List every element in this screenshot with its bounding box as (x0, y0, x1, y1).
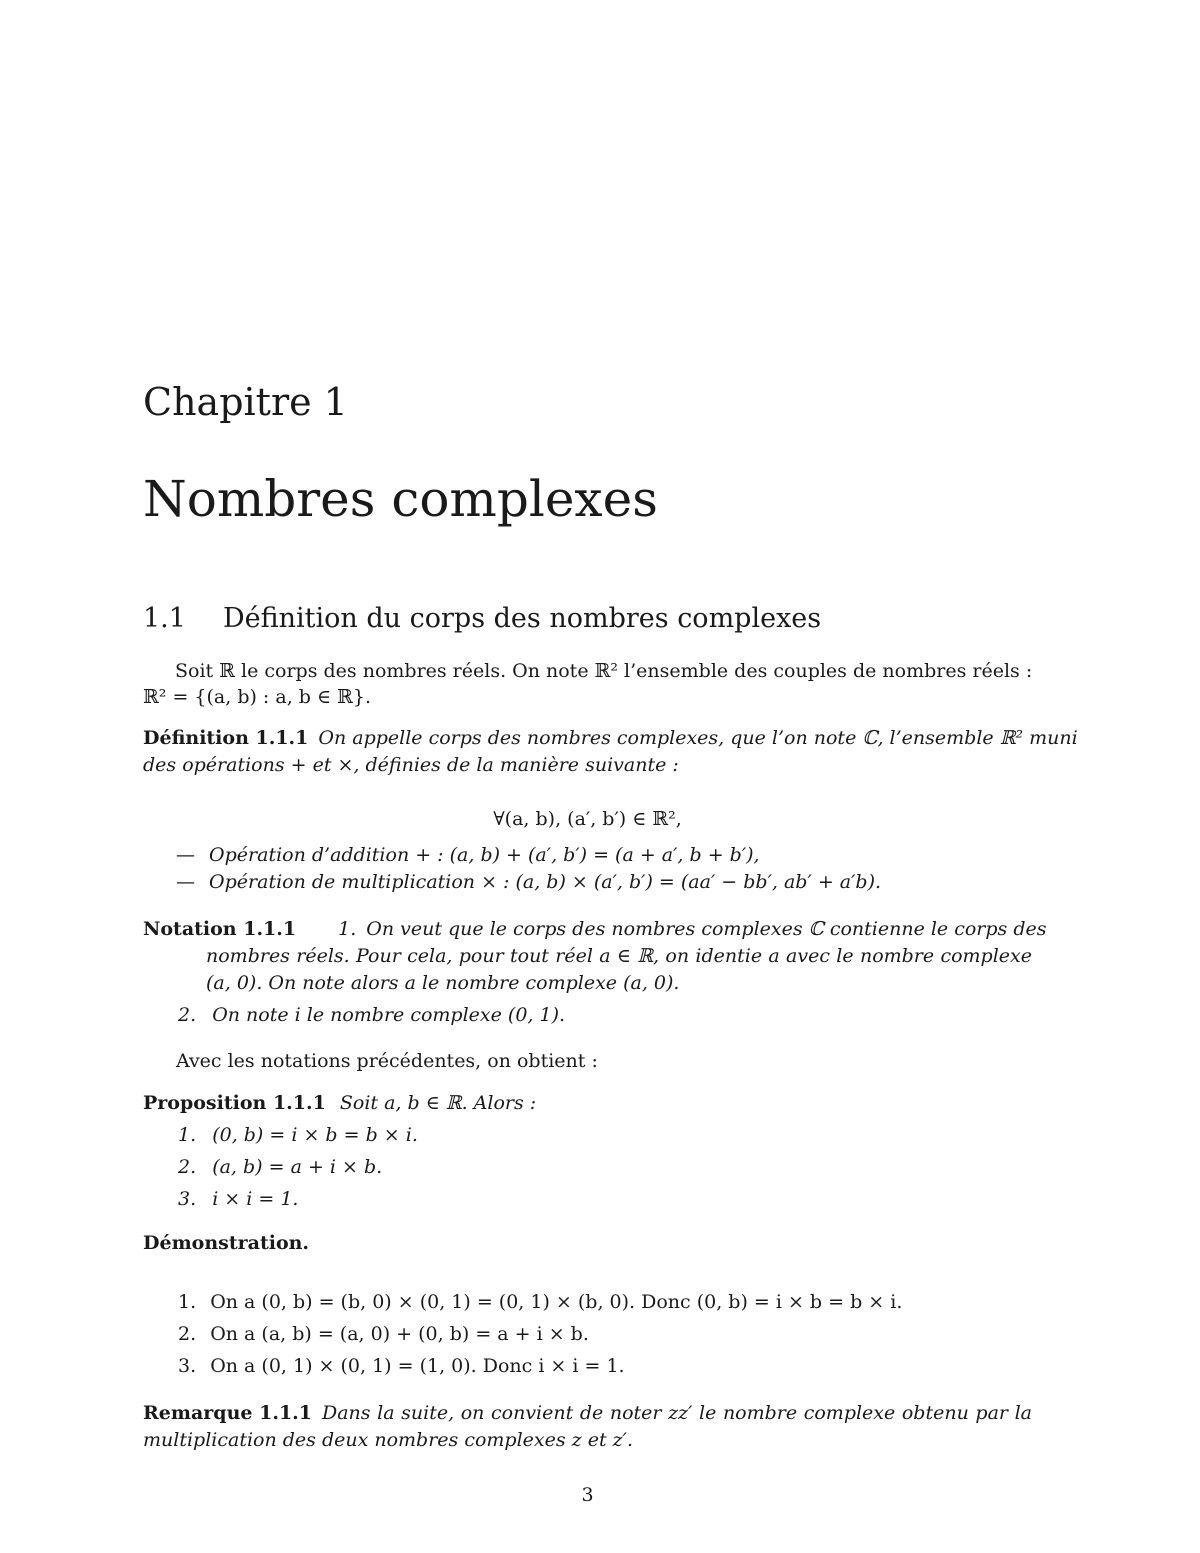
list-dash: — (176, 871, 195, 893)
notation-item-2 (178, 1002, 565, 1029)
notation-item1-text-1: On veut que le corps des nombres complexes ℂ contienne le corps des (366, 918, 1047, 940)
notation-item1-number: 1. (338, 918, 357, 940)
list-number: 2. (178, 1323, 197, 1345)
definition-item-multiplication (176, 869, 881, 896)
proposition-item-1 (178, 1122, 418, 1149)
notation-item1-text-3: (a, 0). On note alors a le nombre complexe (a, 0). (206, 972, 680, 994)
list-text: On a (0, b) = (b, 0) × (0, 1) = (0, 1) × (b, 0). Donc (0, b) = i × b = b × i. (210, 1291, 903, 1313)
proof-item-3 (178, 1353, 625, 1380)
remark-line-1 (143, 1400, 1032, 1427)
definition-item-addition (176, 842, 760, 869)
proof-item-1 (178, 1289, 902, 1316)
remark-text-1: Dans la suite, on convient de noter zz′ le nombre complexe obtenu par la (322, 1402, 1032, 1424)
proof-label: Démonstration. (143, 1232, 310, 1254)
notation-label: Notation 1.1.1 (143, 918, 297, 940)
chapter-label: Chapitre 1 (143, 380, 348, 424)
addition-text: Opération d’addition + : (a, b) + (a′, b′) = (a + a′, b + b′), (209, 844, 760, 866)
notation-item2-number: 2. (178, 1004, 197, 1026)
page-number: 3 (581, 1484, 594, 1506)
intro-line-2: ℝ² = {(a, b) : a, b ∈ ℝ}. (143, 686, 371, 708)
list-text: On a (a, b) = (a, 0) + (0, b) = a + i × b. (210, 1323, 589, 1345)
remark-label: Remarque 1.1.1 (143, 1402, 312, 1424)
definition-text-1: On appelle corps des nombres complexes, que l’on note ℂ, l’ensemble ℝ² muni (318, 727, 1078, 749)
proposition-item-2 (178, 1154, 382, 1181)
list-number: 2. (178, 1156, 197, 1178)
notation-item1-text-2: nombres réels. Pour cela, pour tout réel a ∈ ℝ, on identie a avec le nombre complexe (206, 945, 1032, 967)
definition-line-1 (143, 725, 1078, 752)
list-text: (0, b) = i × b = b × i. (212, 1124, 418, 1146)
section-number: 1.1 (143, 603, 186, 634)
list-number: 1. (178, 1124, 197, 1146)
intro-line-1: Soit ℝ le corps des nombres réels. On note ℝ² l’ensemble des couples de nombres réels : (175, 660, 1033, 682)
proof-item-2 (178, 1321, 589, 1348)
multiplication-text: Opération de multiplication × : (a, b) × (a′, b′) = (aa′ − bb′, ab′ + a′b). (209, 871, 882, 893)
proposition-label: Proposition 1.1.1 (143, 1092, 326, 1114)
transition-text: Avec les notations précédentes, on obtient : (176, 1050, 598, 1072)
section-title: Définition du corps des nombres complexes (223, 603, 822, 634)
chapter-title: Nombres complexes (143, 470, 658, 528)
list-number: 3. (178, 1188, 197, 1210)
list-number: 3. (178, 1355, 197, 1377)
list-text: On a (0, 1) × (0, 1) = (1, 0). Donc i × i = 1. (210, 1355, 625, 1377)
notation-item2-text: On note i le nombre complexe (0, 1). (212, 1004, 566, 1026)
proposition-header (143, 1090, 536, 1117)
list-text: (a, b) = a + i × b. (212, 1156, 383, 1178)
remark-text-2: multiplication des deux nombres complexes z et z′. (143, 1429, 633, 1451)
section-heading (143, 603, 821, 634)
proposition-statement: Soit a, b ∈ ℝ. Alors : (339, 1092, 537, 1114)
list-text: i × i = 1. (212, 1188, 299, 1210)
list-number: 1. (178, 1291, 197, 1313)
notation-line-1 (143, 916, 1047, 943)
definition-text-2: des opérations + et ×, définies de la manière suivante : (143, 754, 679, 776)
definition-forall: ∀(a, b), (a′, b′) ∈ ℝ², (493, 808, 682, 830)
definition-label: Définition 1.1.1 (143, 727, 309, 749)
proposition-item-3 (178, 1186, 298, 1213)
list-dash: — (176, 844, 195, 866)
